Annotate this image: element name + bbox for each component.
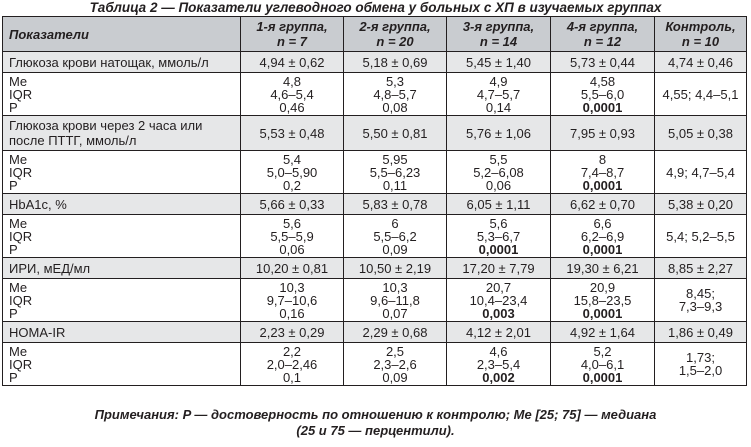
- mean-cell: 1,86 ± 0,49: [655, 322, 747, 343]
- stat-labels: Me IQR P: [3, 279, 241, 322]
- mean-cell: 17,20 ± 7,79: [447, 258, 551, 279]
- table-notes: [0, 407, 751, 439]
- stat-cell: 5,95 5,5–6,23 0,11: [344, 151, 447, 194]
- table-row: [3, 322, 747, 343]
- mean-cell: 8,85 ± 2,27: [655, 258, 747, 279]
- control-stat-cell: 1,73; 1,5–2,0: [655, 343, 747, 386]
- table-row: [3, 116, 747, 151]
- stat-cell: 2,5 2,3–2,6 0,09: [344, 343, 447, 386]
- mean-cell: 5,45 ± 1,40: [447, 52, 551, 73]
- stat-cell: 10,3 9,6–11,8 0,07: [344, 279, 447, 322]
- mean-cell: 5,50 ± 0,81: [344, 116, 447, 151]
- stat-cell: 5,6 5,5–5,9 0,06: [241, 215, 344, 258]
- table-caption: Таблица 2 — Показатели углеводного обмена у больных с ХП в изучаемых группах: [89, 0, 662, 15]
- table-row: [3, 194, 747, 215]
- indicator-label: Глюкоза крови через 2 часа или после ПТТГ, ммоль/л: [3, 116, 241, 151]
- stat-cell: 5,6 5,3–6,7 0,0001: [447, 215, 551, 258]
- mean-cell: 4,94 ± 0,62: [241, 52, 344, 73]
- table-header-row: [3, 17, 747, 52]
- mean-cell: 5,83 ± 0,78: [344, 194, 447, 215]
- mean-cell: 6,05 ± 1,11: [447, 194, 551, 215]
- mean-cell: 4,92 ± 1,64: [551, 322, 655, 343]
- control-stat-cell: 8,45; 7,3–9,3: [655, 279, 747, 322]
- control-stat-cell: 5,4; 5,2–5,5: [655, 215, 747, 258]
- stat-cell: 4,58 5,5–6,0 0,0001: [551, 73, 655, 116]
- header-indicators: Показатели: [3, 17, 241, 52]
- mean-cell: 5,38 ± 0,20: [655, 194, 747, 215]
- header-group-3: 3-я группа, n = 14: [447, 17, 551, 52]
- table-row: [3, 215, 747, 258]
- mean-cell: 10,20 ± 0,81: [241, 258, 344, 279]
- mean-cell: 5,66 ± 0,33: [241, 194, 344, 215]
- stat-cell: 4,6 2,3–5,4 0,002: [447, 343, 551, 386]
- stat-cell: 4,9 4,7–5,7 0,14: [447, 73, 551, 116]
- table-row: [3, 52, 747, 73]
- stat-cell: 4,8 4,6–5,4 0,46: [241, 73, 344, 116]
- mean-cell: 10,50 ± 2,19: [344, 258, 447, 279]
- stat-cell: 20,7 10,4–23,4 0,003: [447, 279, 551, 322]
- stat-labels: Me IQR P: [3, 151, 241, 194]
- indicator-label: HbA1c, %: [3, 194, 241, 215]
- stat-labels: Me IQR P: [3, 343, 241, 386]
- stat-cell: 6,6 6,2–6,9 0,0001: [551, 215, 655, 258]
- stat-cell: 2,2 2,0–2,46 0,1: [241, 343, 344, 386]
- stat-cell: 10,3 9,7–10,6 0,16: [241, 279, 344, 322]
- stat-cell: 5,5 5,2–6,08 0,06: [447, 151, 551, 194]
- table-row: [3, 279, 747, 322]
- indicator-label: Глюкоза крови натощак, ммоль/л: [3, 52, 241, 73]
- indicator-label: ИРИ, мЕД/мл: [3, 258, 241, 279]
- carbohydrate-metabolism-table: [2, 16, 747, 386]
- mean-cell: 5,05 ± 0,38: [655, 116, 747, 151]
- table-row: [3, 73, 747, 116]
- mean-cell: 5,73 ± 0,44: [551, 52, 655, 73]
- mean-cell: 4,74 ± 0,46: [655, 52, 747, 73]
- header-group-2: 2-я группа, n = 20: [344, 17, 447, 52]
- control-stat-cell: 4,9; 4,7–5,4: [655, 151, 747, 194]
- stat-cell: 6 5,5–6,2 0,09: [344, 215, 447, 258]
- mean-cell: 2,23 ± 0,29: [241, 322, 344, 343]
- mean-cell: 5,53 ± 0,48: [241, 116, 344, 151]
- mean-cell: 4,12 ± 2,01: [447, 322, 551, 343]
- table-row: [3, 151, 747, 194]
- indicator-label: HOMA-IR: [3, 322, 241, 343]
- stat-cell: 5,4 5,0–5,90 0,2: [241, 151, 344, 194]
- notes-line-1: Примечания: P — достоверность по отношению к контролю; Me [25; 75] — медиана: [94, 407, 657, 422]
- mean-cell: 6,62 ± 0,70: [551, 194, 655, 215]
- mean-cell: 19,30 ± 6,21: [551, 258, 655, 279]
- mean-cell: 5,18 ± 0,69: [344, 52, 447, 73]
- notes-line-2: (25 и 75 — перцентили).: [296, 423, 455, 438]
- header-group-4: 4-я группа, n = 12: [551, 17, 655, 52]
- stat-cell: 5,2 4,0–6,1 0,0001: [551, 343, 655, 386]
- header-group-1: 1-я группа, n = 7: [241, 17, 344, 52]
- control-stat-cell: 4,55; 4,4–5,1: [655, 73, 747, 116]
- stat-cell: 20,9 15,8–23,5 0,0001: [551, 279, 655, 322]
- stat-labels: Me IQR P: [3, 73, 241, 116]
- table-row: [3, 258, 747, 279]
- mean-cell: 7,95 ± 0,93: [551, 116, 655, 151]
- header-control: Контроль, n = 10: [655, 17, 747, 52]
- mean-cell: 5,76 ± 1,06: [447, 116, 551, 151]
- stat-cell: 8 7,4–8,7 0,0001: [551, 151, 655, 194]
- stat-cell: 5,3 4,8–5,7 0,08: [344, 73, 447, 116]
- stat-labels: Me IQR P: [3, 215, 241, 258]
- table-row: [3, 343, 747, 386]
- mean-cell: 2,29 ± 0,68: [344, 322, 447, 343]
